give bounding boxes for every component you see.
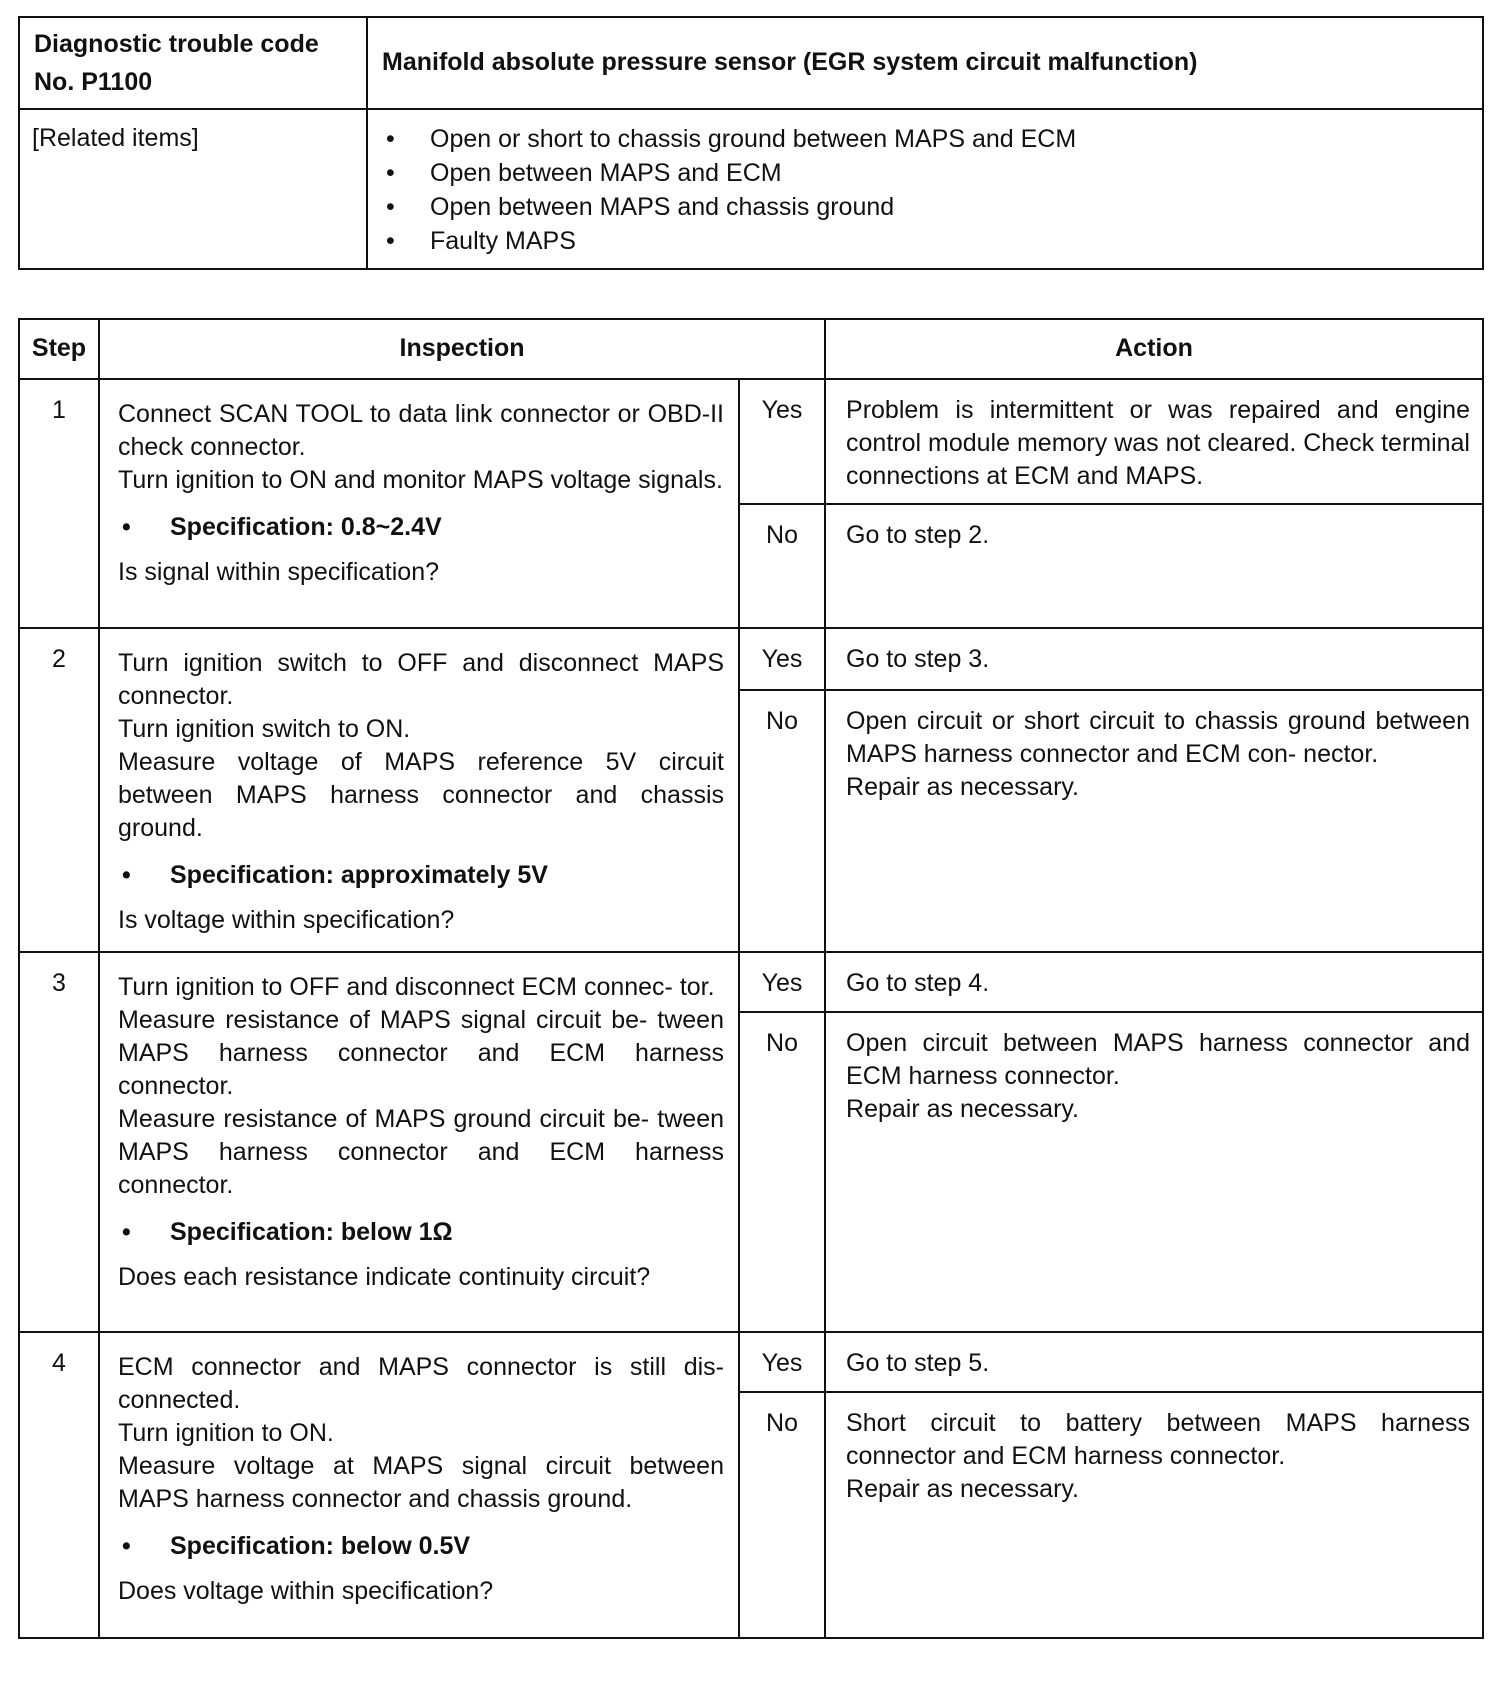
bullet-icon: • — [386, 226, 395, 255]
specification: • Specification: approximately 5V — [118, 859, 724, 892]
step-question: Is voltage within specification? — [118, 905, 455, 934]
no-label: No — [739, 504, 825, 628]
step-question: Is signal within specification? — [118, 557, 439, 586]
bullet-icon: • — [122, 1531, 131, 1560]
document-page — [18, 16, 1488, 1639]
bullet-icon: • — [386, 192, 395, 221]
related-item: • Open or short to chassis ground between MAPS and ECM — [382, 122, 1468, 156]
bullet-icon: • — [122, 860, 131, 889]
no-action: Go to step 2. — [825, 504, 1483, 628]
step-inspection: Turn ignition switch to OFF and disconnect MAPS connector. Turn ignition switch to ON. Measure voltage of MAPS reference 5V circuit between MAPS harness connector and chassis ground. • Specification: approximately 5V Is voltage within specification? — [99, 628, 739, 952]
step-number: 1 — [19, 379, 99, 628]
table-header-row — [19, 319, 1483, 379]
table-row — [19, 379, 1483, 504]
dtc-title: Manifold absolute pressure sensor (EGR system circuit malfunction) — [367, 17, 1483, 109]
yes-action: Problem is intermittent or was repaired and engine control module memory was not cleared. Check terminal connections at ECM and MAPS. — [825, 379, 1483, 504]
bullet-icon: • — [386, 124, 395, 153]
dtc-code-label: Diagnostic trouble code — [34, 30, 319, 58]
yes-label: Yes — [739, 952, 825, 1012]
specification: • Specification: below 0.5V — [118, 1530, 724, 1563]
step-inspection: Connect SCAN TOOL to data link connector or OBD-II check connector. Turn ignition to ON and monitor MAPS voltage signals. • Specification: 0.8~2.4V Is signal within specification? — [99, 379, 739, 628]
no-action: Short circuit to battery between MAPS harness connector and ECM harness connector. Repair as necessary. — [825, 1392, 1483, 1638]
dtc-code-number: No. P1100 — [34, 67, 153, 96]
table-row — [19, 952, 1483, 1012]
related-item: • Open between MAPS and chassis ground — [382, 190, 1468, 224]
col-action-header: Action — [825, 319, 1483, 379]
bullet-icon: • — [386, 158, 395, 187]
no-label: No — [739, 1392, 825, 1638]
table-row — [19, 1332, 1483, 1392]
yes-action: Go to step 4. — [825, 952, 1483, 1012]
specification: • Specification: below 1Ω — [118, 1216, 724, 1249]
yes-label: Yes — [739, 628, 825, 691]
no-action: Open circuit between MAPS harness connector and ECM harness connector. Repair as necessary. — [825, 1012, 1483, 1332]
yes-action: Go to step 5. — [825, 1332, 1483, 1392]
table-row — [19, 628, 1483, 691]
related-items-label: [Related items] — [19, 109, 367, 269]
inspection-table — [18, 318, 1484, 1639]
dtc-header-table — [18, 16, 1484, 270]
no-label: No — [739, 690, 825, 951]
bullet-icon: • — [122, 1217, 131, 1246]
col-step-header: Step — [19, 319, 99, 379]
related-item: • Open between MAPS and ECM — [382, 156, 1468, 190]
bullet-icon: • — [122, 512, 131, 541]
yes-label: Yes — [739, 379, 825, 504]
step-question: Does each resistance indicate continuity circuit? — [118, 1262, 651, 1291]
step-number: 4 — [19, 1332, 99, 1638]
specification: • Specification: 0.8~2.4V — [118, 511, 724, 544]
dtc-code-cell — [19, 17, 367, 109]
yes-label: Yes — [739, 1332, 825, 1392]
step-inspection: ECM connector and MAPS connector is still dis- connected. Turn ignition to ON. Measure voltage at MAPS signal circuit between MAPS harness connector and chassis ground. • Specification: below 0.5V Does voltage within specification? — [99, 1332, 739, 1638]
step-number: 3 — [19, 952, 99, 1332]
step-question: Does voltage within specification? — [118, 1576, 494, 1605]
yes-action: Go to step 3. — [825, 628, 1483, 691]
no-action: Open circuit or short circuit to chassis ground between MAPS harness connector and ECM con- nector. Repair as necessary. — [825, 690, 1483, 951]
related-items-list — [367, 109, 1483, 269]
col-inspection-header: Inspection — [99, 319, 825, 379]
no-label: No — [739, 1012, 825, 1332]
step-number: 2 — [19, 628, 99, 952]
related-item: • Faulty MAPS — [382, 224, 1468, 258]
step-inspection: Turn ignition to OFF and disconnect ECM connec- tor. Measure resistance of MAPS signal circuit be- tween MAPS harness connector and ECM harness connector. Measure resistance of MAPS ground circuit be- tween MAPS harness connector and ECM harness connector. • Specification: below 1Ω Does each resistance indicate continuity circuit? — [99, 952, 739, 1332]
